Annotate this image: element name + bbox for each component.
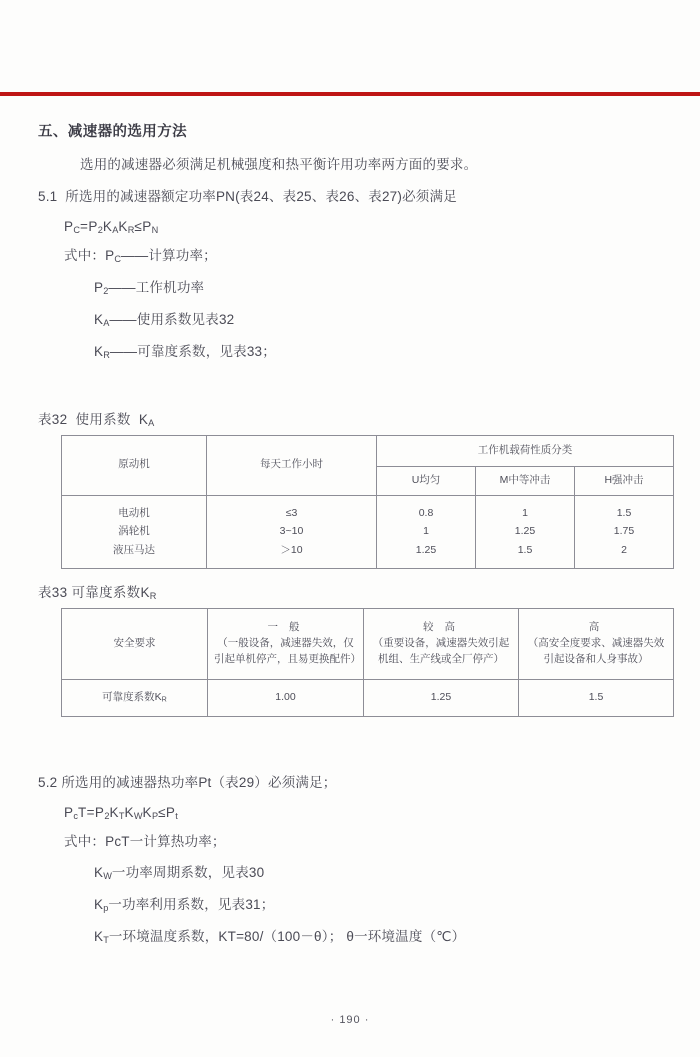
section-intro-text: 选用的减速器必须满足机械强度和热平衡许用功率两方面的要求。 <box>80 157 478 172</box>
def-3-sub: R <box>103 349 110 360</box>
hours-2: 3~10 <box>279 525 304 538</box>
formula-pct-t: T <box>118 810 125 821</box>
table-33-data-row <box>62 679 674 716</box>
def52-1-text: 一功率利用系数，见表31； <box>108 897 275 913</box>
formula-pc-op: ≤ <box>134 218 143 234</box>
section-heading: 五、减速器的选用方法 <box>38 124 187 140</box>
table-32-cell-hours <box>207 495 377 568</box>
def52-2-sub: T <box>103 935 109 946</box>
u-uniform-3: 1.25 <box>415 543 437 556</box>
table-33-value-general: 1.00 <box>208 679 364 716</box>
def-3-text: ——可靠度系数，见表33； <box>109 343 276 359</box>
formula-pc-pn: P <box>142 218 152 234</box>
table-32-header-h-heavy: H强冲击 <box>575 466 674 495</box>
table-32-caption-title: 使用系数 <box>75 411 131 427</box>
table-32-cell-u-uniform <box>377 495 476 568</box>
table-32-header-row-1 <box>62 435 674 466</box>
def52-0-symbol: K <box>94 865 104 881</box>
formula-pct-2: 2 <box>104 810 110 821</box>
definition-kt <box>38 927 668 948</box>
def-2-symbol: K <box>94 311 104 327</box>
clause-5-1-text: 所选用的减速器额定功率PN(表24、表25、表26、表27)必须满足 <box>65 188 457 204</box>
clause-5-2-text: 所选用的减速器热功率Pt（表29）必须满足； <box>61 774 337 790</box>
prime-mover-1: 电动机 <box>118 507 150 519</box>
formula-pct: $P_cT=P_2K_TK_WK_P\le P_t$ <box>64 804 178 821</box>
table-33-caption <box>38 581 668 601</box>
def52-0-text: 一功率周期系数，见表30 <box>111 865 265 881</box>
formula-pc-kr-sub: R <box>127 224 135 235</box>
table-33-row-label-text: 可靠度系数K <box>102 690 162 703</box>
table-33-header-higher-sub: （重要设备，减速器失效引起机组、生产线或全厂停产） <box>372 636 510 665</box>
where-label-5-2-text: 式中： <box>64 833 106 849</box>
def-0-text: ——计算功率； <box>120 247 217 263</box>
table-32-cell-prime-movers <box>62 495 207 568</box>
def-1-sub: 2 <box>103 285 109 296</box>
formula-pc <box>38 219 668 235</box>
h-heavy-3: 2 <box>621 543 627 556</box>
table-33-row-label <box>62 679 208 716</box>
table-33-header-general-sub: （一般设备，减速器失效，仅引起单机停产，且易更换配件） <box>214 636 361 665</box>
table-33-header-high-title: 高 <box>588 620 604 633</box>
table-33-header-safety-requirement: 安全要求 <box>62 608 208 679</box>
def-0-symbol: P <box>105 247 115 263</box>
formula-pc-pn-sub: N <box>151 224 159 235</box>
definition-kr <box>38 342 668 363</box>
u-uniform-2: 1 <box>423 525 429 538</box>
table-33-caption-title: 可靠度系数K <box>71 584 150 600</box>
def-0-sub: C <box>114 253 121 264</box>
def52-2-text: 一环境温度系数，KT=80/（100－θ）； θ一环境温度（℃） <box>108 929 466 945</box>
table-32-caption-symbol: K <box>138 411 149 427</box>
table-33-header-higher-title: 较 高 <box>423 620 459 633</box>
clause-5-2-lead-def: PcT一计算热功率； <box>105 833 226 849</box>
definition-kw <box>38 863 668 884</box>
formula-pc-eq: =P <box>80 218 98 234</box>
table-32-data-row <box>62 495 674 568</box>
def-2-sub: A <box>103 317 110 328</box>
table-33-header-higher <box>364 608 519 679</box>
clause-5-1-number: 5.1 <box>38 188 58 204</box>
table-33-header-row <box>62 608 674 679</box>
hours-1: ≤3 <box>285 507 298 519</box>
m-medium-1: 1 <box>522 507 528 519</box>
table-32-caption-prefix: 表32 <box>38 411 68 427</box>
formula-pct-pt: t <box>175 810 178 821</box>
spacer-before-table-32 <box>38 374 668 408</box>
table-reliability-factor-kr <box>61 608 674 717</box>
table-32-caption-symbol-sub: A <box>148 417 155 428</box>
def52-0-sub: W <box>103 871 112 882</box>
definition-ka <box>38 310 668 331</box>
where-label-5-1-text: 式中： <box>64 247 106 263</box>
table-32-header-u-uniform: U均匀 <box>377 466 476 495</box>
spacer-before-clause-5-2-b <box>38 751 668 773</box>
table-33-caption-symbol-sub: R <box>149 590 157 601</box>
table-32-cell-m-medium <box>476 495 575 568</box>
where-label-5-2 <box>38 832 668 853</box>
prime-mover-2: 涡轮机 <box>118 525 150 538</box>
table-32-header-group: 工作机载荷性质分类 <box>377 435 674 466</box>
formula-pct-p: P <box>151 810 159 821</box>
prime-mover-3: 液压马达 <box>113 543 155 556</box>
table-33-header-high-sub: （高安全度要求、减速器失效引起设备和人身事故） <box>527 636 665 665</box>
formula-pc-kr: K <box>118 218 128 234</box>
header-red-rule <box>0 92 700 96</box>
def52-1-symbol: K <box>94 897 104 913</box>
definition-p2 <box>38 278 668 299</box>
h-heavy-2: 1.75 <box>613 525 635 538</box>
table-32-header-m-medium: M中等冲击 <box>476 466 575 495</box>
formula-pct-c: c <box>73 810 78 821</box>
formula-pc-ka-sub: A <box>112 224 119 235</box>
table-32-cell-h-heavy <box>575 495 674 568</box>
formula-pc-ka: K <box>102 218 113 234</box>
m-medium-2: 1.25 <box>514 525 536 538</box>
table-33-value-high: 1.5 <box>519 679 674 716</box>
def52-2-symbol: K <box>94 929 104 945</box>
table-33-row-label-sub: R <box>161 695 167 704</box>
table-33-header-high <box>519 608 674 679</box>
formula-pc-p: P <box>64 218 74 234</box>
h-heavy-1: 1.5 <box>616 507 632 519</box>
formula-pct-w: W <box>133 810 143 821</box>
formula-pc-p2-sub: 2 <box>97 224 103 235</box>
table-usage-factor-ka <box>61 435 674 569</box>
table-33-header-general-title: 一 般 <box>267 620 304 633</box>
table-33-value-higher: 1.25 <box>364 679 519 716</box>
page-number: · 190 · <box>330 1014 370 1026</box>
spacer-before-clause-5-2 <box>38 717 668 751</box>
table-32-header-prime-mover: 原动机 <box>62 435 207 495</box>
table-33-caption-prefix: 表33 <box>38 584 68 600</box>
formula-pc-p-sub: C <box>73 224 81 235</box>
table-33-header-general <box>208 608 364 679</box>
clause-5-2-line <box>38 773 668 794</box>
clause-5-1-line <box>38 187 668 208</box>
definition-kp <box>38 895 668 916</box>
clause-5-2-number: 5.2 <box>38 774 58 790</box>
def-2-text: ——使用系数见表32 <box>109 311 235 327</box>
page-content <box>38 120 668 959</box>
def-3-symbol: K <box>94 343 104 359</box>
table-32-caption <box>38 408 668 428</box>
table-32-header-hours: 每天工作小时 <box>207 435 377 495</box>
spacer-between-tables <box>38 569 668 581</box>
u-uniform-1: 0.8 <box>418 507 434 519</box>
hours-3: ＞10 <box>280 543 303 556</box>
def-1-text: ——工作机功率 <box>108 279 205 295</box>
m-medium-3: 1.5 <box>517 543 533 556</box>
def52-1-sub: p <box>103 903 109 914</box>
def-1-symbol: P <box>94 279 104 295</box>
where-label-5-1 <box>38 246 668 267</box>
